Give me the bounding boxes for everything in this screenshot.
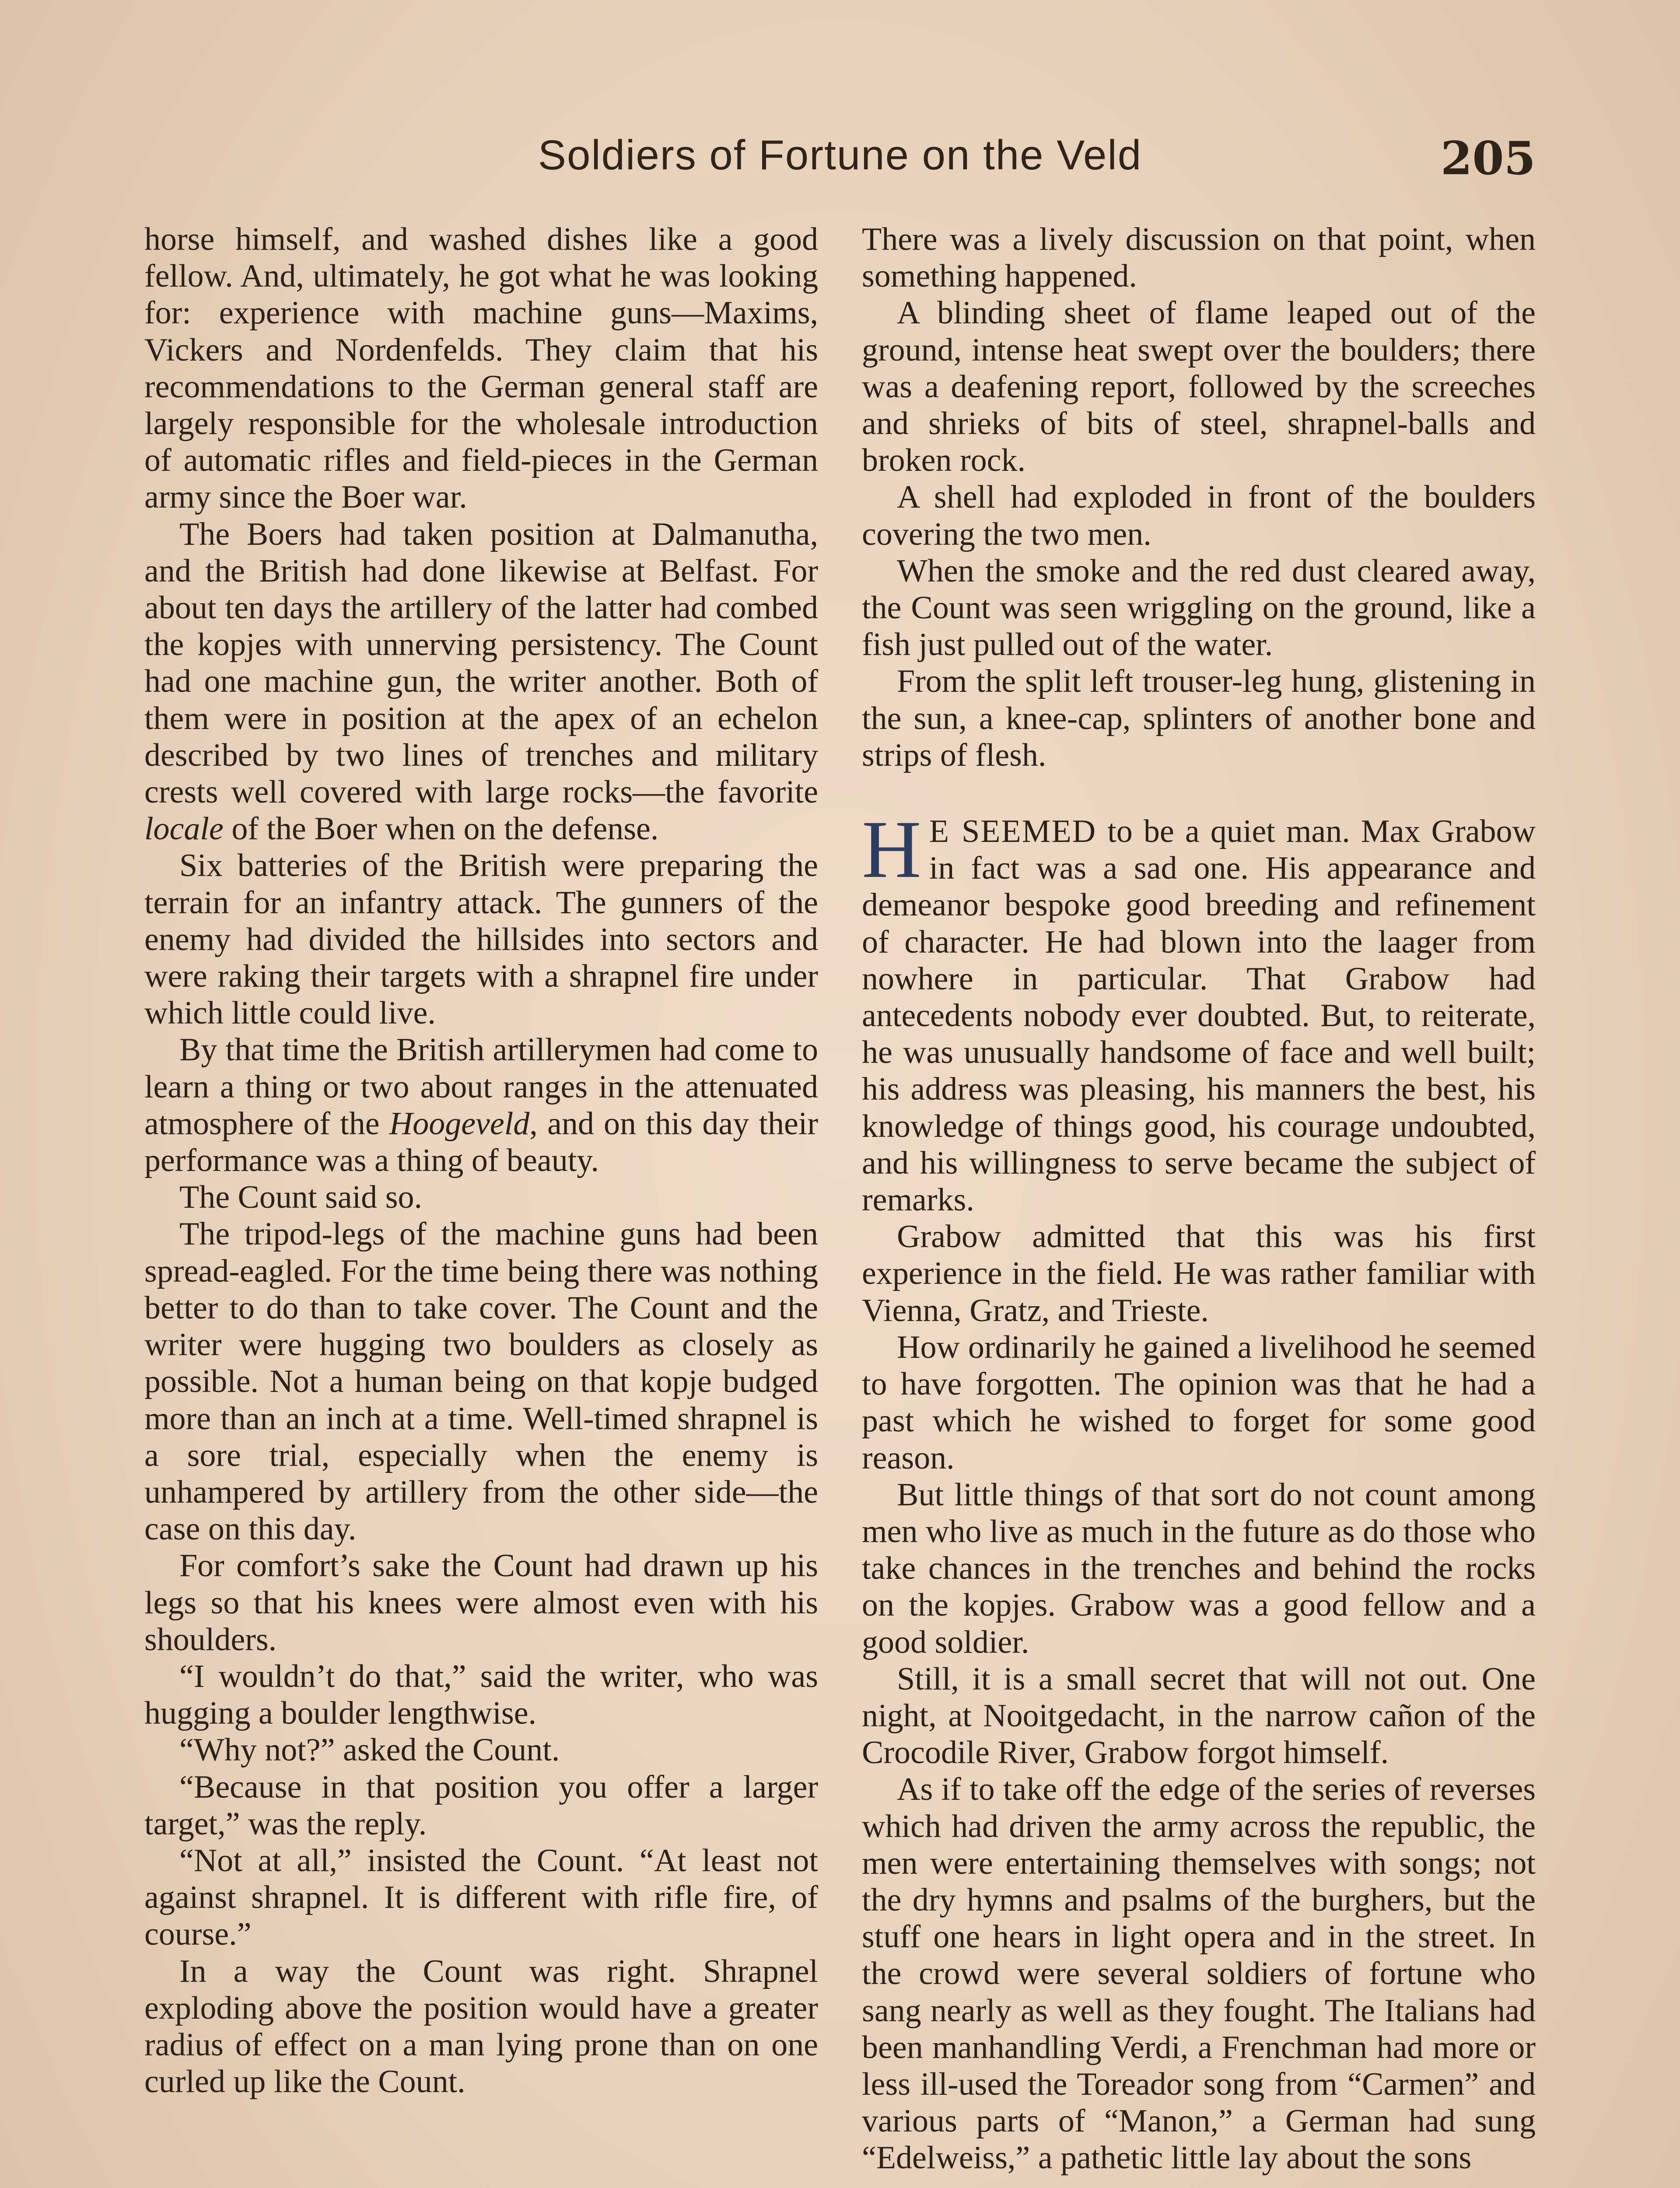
paragraph: Six batteries of the British were preparing the terrain for an infantry attack. The gunners of the enemy had divided the hillsides into sectors and were raking their targets with a shrapnel fire under which little could live.: [144, 848, 818, 1031]
paragraph: Grabow admitted that this was his first experience in the field. He was rather familiar with Vienna, Gratz, and Trieste.: [862, 1219, 1536, 1329]
running-title: Soldiers of Fortune on the Veld: [538, 132, 1142, 179]
paragraph: From the split left trouser-leg hung, glistening in the sun, a knee-cap, splinters of another bone and strips of flesh.: [862, 663, 1536, 773]
paragraph: The Boers had taken position at Dalmanutha, and the British had done likewise at Belfast. For about ten days the artillery of the latter had combed the kopjes with unnerving persistency. The Count had one machine gun, the writer another. Both of them were in position at the apex of an echelon described by two lines of trenches and military crests well covered with large rocks—the favorite locale of the Boer when on the defense.: [144, 516, 818, 847]
paragraph: A blinding sheet of flame leaped out of the ground, intense heat swept over the boulders; there was a deafening report, followed by the screeches and shrieks of bits of steel, shrapnel-balls and broken rock.: [862, 295, 1536, 479]
paragraph: There was a lively discussion on that point, when something happened.: [862, 221, 1536, 295]
page-number: 205: [1440, 131, 1536, 185]
paragraph: For comfort’s sake the Count had drawn up his legs so that his knees were almost even with his shoulders.: [144, 1548, 818, 1658]
paragraph: A shell had exploded in front of the boulders covering the two men.: [862, 479, 1536, 552]
paragraph: The tripod-legs of the machine guns had been spread-eagled. For the time being there was nothing better to do than to take cover. The Count and the writer were hugging two boulders as closely as possible. Not a human being on that kopje budged more than an inch at a time. Well-timed shrapnel is a sore trial, especially when the enemy is unhampered by artillery from the other side—the case on this day.: [144, 1216, 818, 1547]
paragraph: When the smoke and the red dust cleared away, the Count was seen wriggling on the ground, like a fish just pulled out of the water.: [862, 553, 1536, 663]
drop-cap: H: [862, 803, 921, 895]
paragraph: horse himself, and washed dishes like a good fellow. And, ultimately, he got what he was looking for: experience with machine guns—Maxims, Vickers and Nordenfelds. They claim that his recommendations to the German general staff are largely responsible for the wholesale introduction of automatic rifles and field-pieces in the German army since the Boer war.: [144, 221, 818, 515]
paragraph: “Why not?” asked the Count.: [179, 1732, 560, 1768]
page-header: [144, 131, 1536, 193]
left-column: [144, 221, 818, 2100]
paragraph: “Because in that position you offer a larger target,” was the reply.: [144, 1769, 818, 1842]
paragraph: But little things of that sort do not count among men who live as much in the future as do those who take chances in the trenches and behind the rocks on the kopjes. Grabow was a good fellow and a good soldier.: [862, 1476, 1536, 1660]
paragraph: How ordinarily he gained a livelihood he seemed to have forgotten. The opinion was that he had a past which he wished to forget for some good reason.: [862, 1329, 1536, 1476]
paragraph: “Not at all,” insisted the Count. “At least not against shrapnel. It is different with rifle fire, of course.”: [144, 1842, 818, 1953]
right-column: [862, 221, 1536, 2177]
section-opening-paragraph: H E SEEMED to be a quiet man. Max Grabow in fact was a sad one. His appearance and demeanor bespoke good breeding and refinement of character. He had blown into the laager from nowhere in particular. That Grabow had antecedents nobody ever doubted. But, to reiterate, he was unusually handsome of face and well built; his address was pleasing, his manners the best, his knowledge of things good, his courage undoubted, and his willingness to serve became the subject of remarks.: [862, 803, 1536, 1218]
paragraph: Still, it is a small secret that will not out. One night, at Nooitgedacht, in the narrow cañon of the Crocodile River, Grabow forgot himself.: [862, 1661, 1536, 1771]
paragraph: The Count said so.: [179, 1179, 422, 1216]
paragraph: In a way the Count was right. Shrapnel exploding above the position would have a greater radius of effect on a man lying prone than on one curled up like the Count.: [144, 1953, 818, 2100]
paragraph: “I wouldn’t do that,” said the writer, who was hugging a boulder lengthwise.: [144, 1658, 818, 1732]
paragraph: As if to take off the edge of the series of reverses which had driven the army across the republic, the men were entertaining themselves with songs; not the dry hymns and psalms of the burghers, but the stuff one hears in light opera and in the street. In the crowd were several soldiers of fortune who sang nearly as well as they fought. The Italians had been manhandling Verdi, a Frenchman had more or less ill-used the Toreador song from “Carmen” and various parts of “Manon,” a German had sung “Edelweiss,” a pathetic little lay about the sons: [862, 1771, 1536, 2176]
paragraph: By that time the British artillerymen had come to learn a thing or two about ranges in the attenuated atmosphere of the Hoogeveld, and on this day their performance was a thing of beauty.: [144, 1032, 819, 1179]
